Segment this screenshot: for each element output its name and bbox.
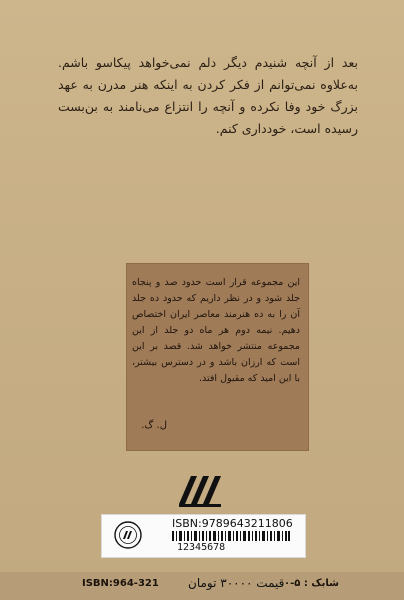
inset-note-text: این مجموعه قرار است حدود صد و پنجاه جلد شود و در نظر داریم که حدود ده جلد آن را به ده هنرمند معاصر ایران اختصاص دهیم. نیمه دوم هر ماه دو جلد از این مجموعه منتشر خواهد شد. قصد بر این است که ارزان باشد و در دسترس بیشتر، با این امید که مقبول افتد. <box>132 277 300 384</box>
sticker-isbn-text: ISBN:9789643211806 <box>172 517 293 530</box>
inset-signature: ل. گ. <box>141 420 167 431</box>
isbn-barcode-sticker <box>101 514 306 558</box>
inset-note-box <box>126 263 309 451</box>
bottom-info-bar <box>0 572 404 600</box>
sticker-code-text: 12345678 <box>177 542 226 553</box>
barcode-icon <box>172 531 290 541</box>
price-label: قیمت ۳۰۰۰۰ تومان <box>188 576 285 590</box>
bottom-isbn-text: ISBN:964-321 <box>82 578 159 589</box>
publisher-seal-icon <box>114 521 142 549</box>
cover-quote-paragraph: بعد از آنچه شنیدم دیگر دلم نمی‌خواهد پیکاسو باشم. به‌علاوه نمی‌توانم از فکر کردن به اینکه هنر مدرن به عهد بزرگ خود وفا نکرده و آنچه را انتزاع می‌نامند به بن‌بست رسیده است، خودداری کنم. <box>58 55 358 136</box>
publisher-logo-icon <box>177 470 223 508</box>
shabak-label: شابک : ۵-۰ <box>284 578 339 589</box>
